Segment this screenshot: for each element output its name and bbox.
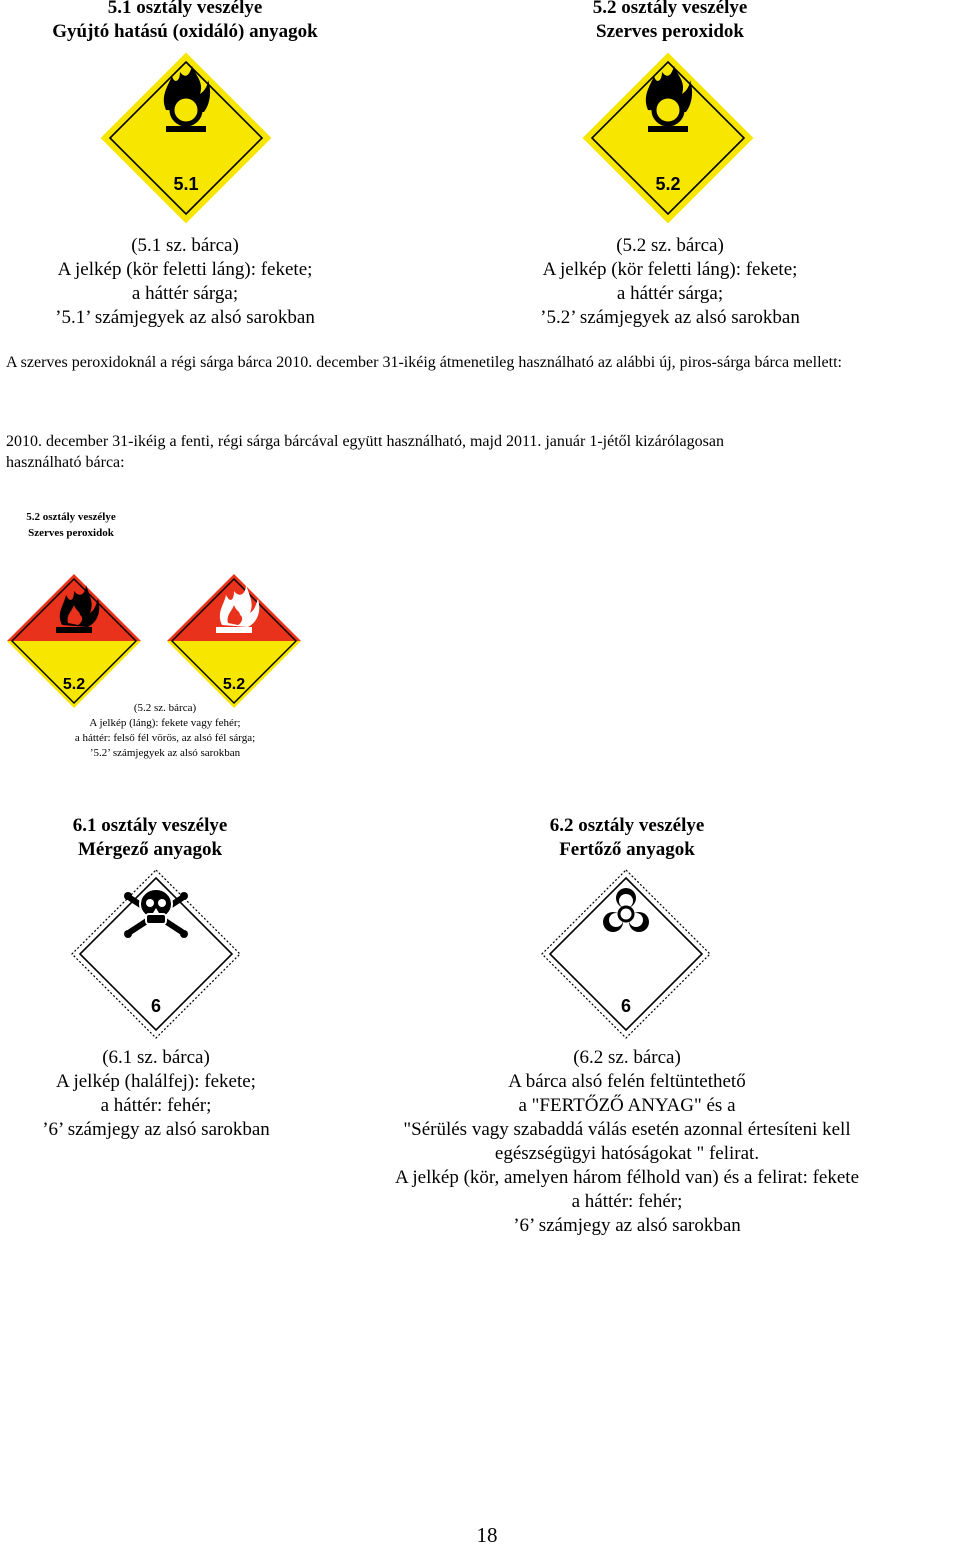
class-number-6-2: 6 — [620, 996, 632, 1016]
panel-6-1 — [0, 812, 310, 1152]
caption-5-2-new-line: A jelkép (láng): fekete vagy fehér; — [89, 717, 241, 729]
caption-6-1-line: (6.1 sz. bárca) — [102, 1047, 210, 1068]
heading-6-1-name: Mérgező anyagok — [77, 839, 223, 860]
caption-5-1 — [0, 234, 370, 330]
caption-5-2 — [490, 234, 850, 330]
page-number: 18 — [476, 1523, 498, 1547]
caption-5-2-line: A jelkép (kör feletti láng): fekete; — [542, 259, 798, 280]
class-number-6-1: 6 — [150, 996, 162, 1016]
caption-5-2-new — [0, 701, 330, 761]
caption-6-1-line: a háttér: fehér; — [100, 1095, 212, 1116]
class-number-5-2: 5.2 — [655, 174, 681, 194]
oxidizer-placard-5-1 — [100, 52, 272, 224]
caption-5-2-new-line: (5.2 sz. bárca) — [133, 702, 197, 714]
paragraph-transition-note: A szerves peroxidoknál a régi sárga bárca 2010. december 31-ikéig átmenetileg használható az alábbi új, piros-sárga bárca mellett: — [6, 354, 842, 371]
paragraph-line: 2010. december 31-ikéig a fenti, régi sárga bárcával együtt használható, majd 2011. január 1-jétől kizárólagosan — [6, 433, 724, 450]
panel-6-2 — [358, 812, 868, 1236]
class-number-5-2-left: 5.2 — [62, 676, 86, 693]
paragraph-exclusive-use-note — [6, 431, 960, 473]
caption-6-2-line: A jelkép (kör, amelyen három félhold van) és a felirat: fekete — [394, 1167, 859, 1188]
caption-5-2-line: ’5.2’ számjegyek az alsó sarokban — [540, 307, 800, 328]
caption-5-2-new-line: ’5.2’ számjegyek az alsó sarokban — [89, 747, 241, 759]
caption-5-2-line: a háttér sárga; — [616, 283, 724, 304]
heading-5-1-class: 5.1 osztály veszélye — [107, 0, 263, 18]
caption-5-1-line: A jelkép (kör feletti láng): fekete; — [57, 259, 313, 280]
caption-6-2-line: (6.2 sz. bárca) — [573, 1047, 681, 1068]
caption-5-1-line: a háttér sárga; — [131, 283, 239, 304]
caption-5-2-new-line: a háttér: felső fél vörös, az alsó fél sárga; — [74, 732, 256, 744]
panel-5-2 — [490, 0, 800, 328]
caption-6-2-line: ’6’ számjegy az alsó sarokban — [513, 1215, 741, 1236]
heading-5-2-new-name: Szerves peroxidok — [28, 527, 114, 539]
organic-peroxide-placard-old — [582, 52, 754, 224]
panel-5-1 — [0, 0, 370, 328]
paragraph-line: használható bárca: — [6, 454, 125, 471]
caption-6-1-line: ’6’ számjegy az alsó sarokban — [42, 1119, 270, 1140]
caption-5-1-line: ’5.1’ számjegyek az alsó sarokban — [55, 307, 315, 328]
heading-6-2-class: 6.2 osztály veszélye — [549, 815, 705, 836]
caption-6-1-line: A jelkép (halálfej): fekete; — [56, 1071, 256, 1092]
caption-5-2-line: (5.2 sz. bárca) — [616, 235, 724, 256]
caption-6-2-line: "Sérülés vagy szabaddá válás esetén azonnal értesíteni kell — [403, 1119, 851, 1140]
caption-6-2-line: a "FERTŐZŐ ANYAG" és a — [518, 1095, 736, 1116]
class-number-5-1: 5.1 — [173, 174, 199, 194]
infectious-placard — [540, 868, 712, 1040]
caption-6-2-line: egészségügyi hatóságokat " felirat. — [494, 1143, 760, 1164]
heading-5-1-name: Gyújtó hatású (oxidáló) anyagok — [52, 21, 318, 42]
caption-6-2-line: a háttér: fehér; — [571, 1191, 683, 1212]
caption-6-2 — [358, 1046, 896, 1238]
heading-5-2-new-class: 5.2 osztály veszélye — [26, 511, 116, 523]
organic-peroxide-placard-white-flame — [166, 573, 302, 709]
organic-peroxide-placard-black-flame — [6, 573, 142, 709]
toxic-placard — [70, 868, 242, 1040]
heading-6-1-class: 6.1 osztály veszélye — [72, 815, 228, 836]
class-number-5-2-right: 5.2 — [222, 676, 246, 693]
panel-5-2-new — [0, 508, 310, 768]
caption-5-1-line: (5.1 sz. bárca) — [131, 235, 239, 256]
caption-6-2-line: A bárca alsó felén feltüntethető — [508, 1071, 746, 1092]
heading-5-2-name: Szerves peroxidok — [596, 21, 744, 42]
heading-6-2-name: Fertőző anyagok — [559, 839, 695, 860]
heading-5-2-class: 5.2 osztály veszélye — [592, 0, 748, 18]
caption-6-1 — [0, 1046, 312, 1142]
